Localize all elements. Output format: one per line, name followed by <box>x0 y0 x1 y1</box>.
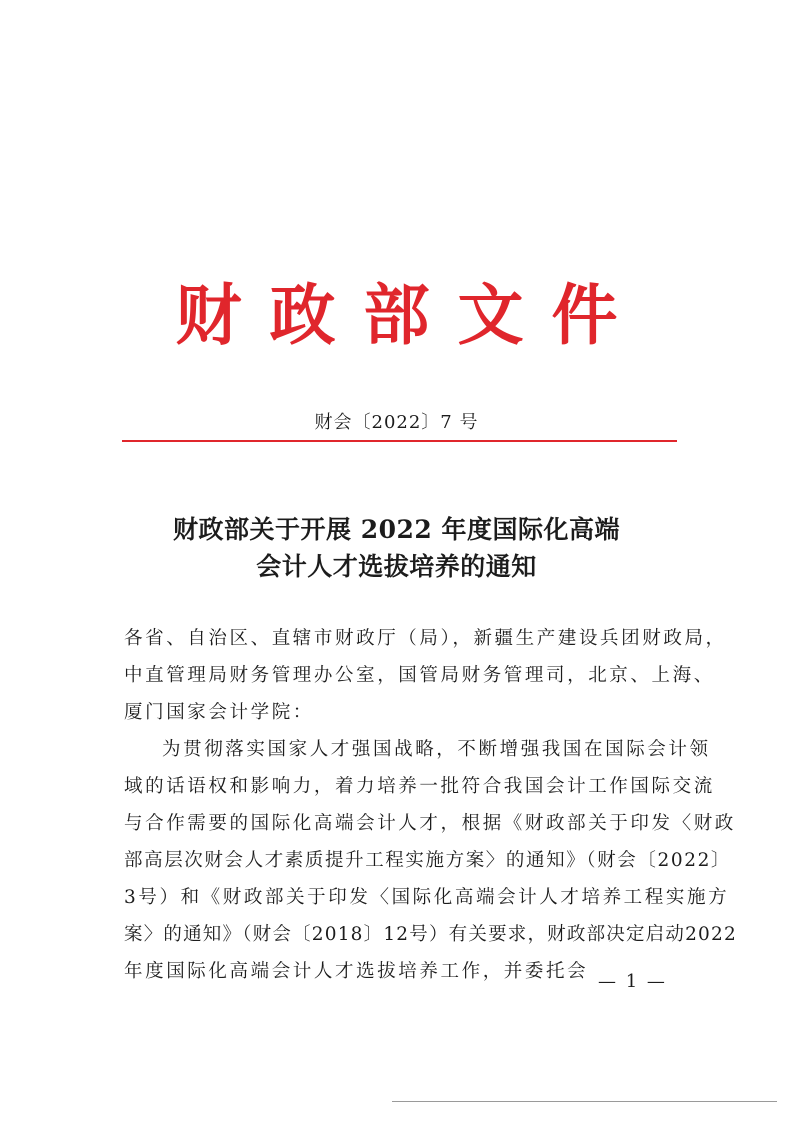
body-paragraph-line-2: 域的话语权和影响力，着力培养一批符合我国会计工作国际交流 <box>124 776 715 797</box>
notice-title-line-1: 财政部关于开展 2022 年度国际化高端 <box>173 515 620 544</box>
body-paragraph-line-1: 为贯彻落实国家人才强国战略，不断增强我国在国际会计领 <box>162 739 711 760</box>
addressee-line-3: 厦门国家会计学院： <box>124 702 314 723</box>
addressee-line-1: 各省、自治区、直辖市财政厅（局），新疆生产建设兵团财政局， <box>124 628 727 649</box>
page-number: — 1 — <box>598 971 667 992</box>
body-paragraph-line-7: 年度国际化高端会计人才选拔培养工作，并委托会 <box>124 961 589 982</box>
notice-title-line-2: 会计人才选拔培养的通知 <box>256 552 537 581</box>
red-separator-line <box>122 440 677 442</box>
body-paragraph-line-3: 与合作需要的国际化高端会计人才，根据《财政部关于印发〈财政 <box>124 813 736 834</box>
document-number: 财会〔2022〕7 号 <box>314 412 479 433</box>
body-paragraph-line-5: 3号）和《财政部关于印发〈国际化高端会计人才培养工程实施方 <box>124 887 730 908</box>
body-paragraph-line-4: 部高层次财会人才素质提升工程实施方案〉的通知》（财会〔2022〕 <box>124 850 732 871</box>
agency-header-title: 财政部文件 <box>175 276 646 354</box>
body-paragraph-line-6: 案〉的通知》（财会〔2018〕12号）有关要求，财政部决定启动2022 <box>124 924 737 945</box>
bottom-edge-line <box>392 1101 777 1102</box>
addressee-line-2: 中直管理局财务管理办公室，国管局财务管理司，北京、上海、 <box>124 665 715 686</box>
